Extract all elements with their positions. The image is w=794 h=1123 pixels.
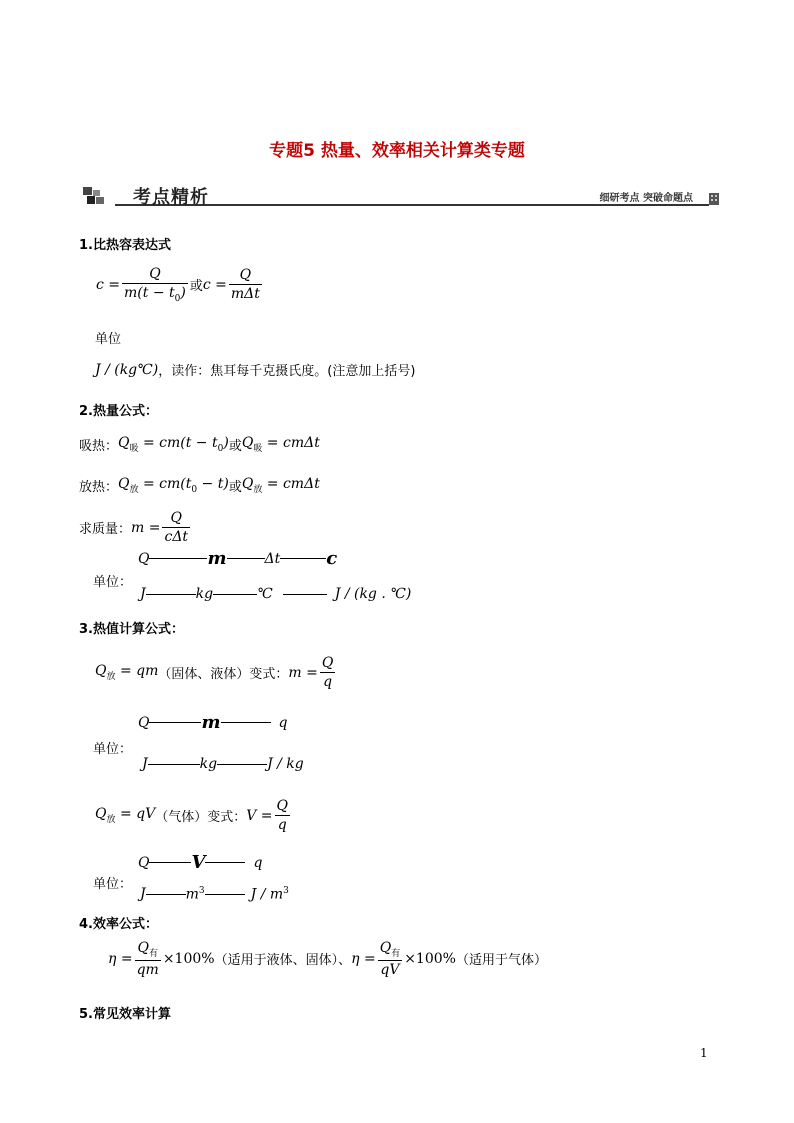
fraction: $\frac{Q}{m(t - t_0)}$ [124,266,186,304]
heat-value-vars-row: Q m q [138,712,288,733]
page-title: 专题5 热量、效率相关计算类专题 [269,141,525,161]
unit-label: 单位 [95,332,122,347]
heading-heat-value: 3.热值计算公式： [79,622,184,637]
unit-line: J / (kg℃) ，读作：焦耳每千克摄氏度。(注意加上括号) [95,361,416,379]
banner-tag: 细研考点 突破命题点 [599,193,693,204]
section-banner [83,183,719,209]
heat-value-units-row: J kg J / kg [142,756,304,772]
absorb-formula: 吸热： $Q_吸 = cm(t - t_0)$ 或 $Q_吸 = cm\Delta t$ [79,435,320,454]
specific-heat-formula: c = $\frac{Q}{m(t - t_0)}$ 或 c = $\frac{Q}{\text{mΔt}}$ [96,266,260,304]
fraction: $\frac{Q}{\text{mΔt}}$ [230,267,260,303]
heat-value-formula-solid: $Q_放$ = qm （固体、液体）变式： m = $\frac{Q}{q}$ [95,655,334,690]
heading-specific-heat: 1.比热容表达式 [79,238,171,253]
heat-vars-row: Q m Δt c [138,548,338,569]
heat-units-row: J kg ℃ J / (kg . ℃) [140,586,412,602]
heading-heat-formula: 2.热量公式： [79,404,158,419]
banner-squares-icon [83,187,105,205]
heading-common-efficiency: 5.常见效率计算 [79,1007,171,1022]
page-number: 1 [700,1046,708,1060]
heading-efficiency: 4.效率公式： [79,917,158,932]
unit-label: 单位： [93,575,133,590]
efficiency-formula: η = $\frac{Q_有}{qm}$ ×100% （适用于液体、固体）、 η = $\frac{Q_有}{qV}$ ×100% （适用于气体） [108,940,547,978]
banner-end-icon [709,193,719,205]
heat-value-formula-gas: $Q_放$ = qV （气体）变式： V = $\frac{Q}{q}$ [95,798,289,833]
release-formula: 放热： $Q_放 = cm(t_0 - t)$ 或 $Q_放 = cm\Delta t$ [79,476,320,495]
mass-formula: 求质量： m = $\frac{Q}{\text{cΔt}}$ [79,510,189,545]
banner-label: 考点精析 [133,187,209,208]
unit-label: 单位： [93,877,133,892]
gas-units-row: J $m^3$ J / $m^3$ [140,886,289,903]
unit-label: 单位： [93,742,133,757]
gas-vars-row: Q V q [138,852,263,873]
